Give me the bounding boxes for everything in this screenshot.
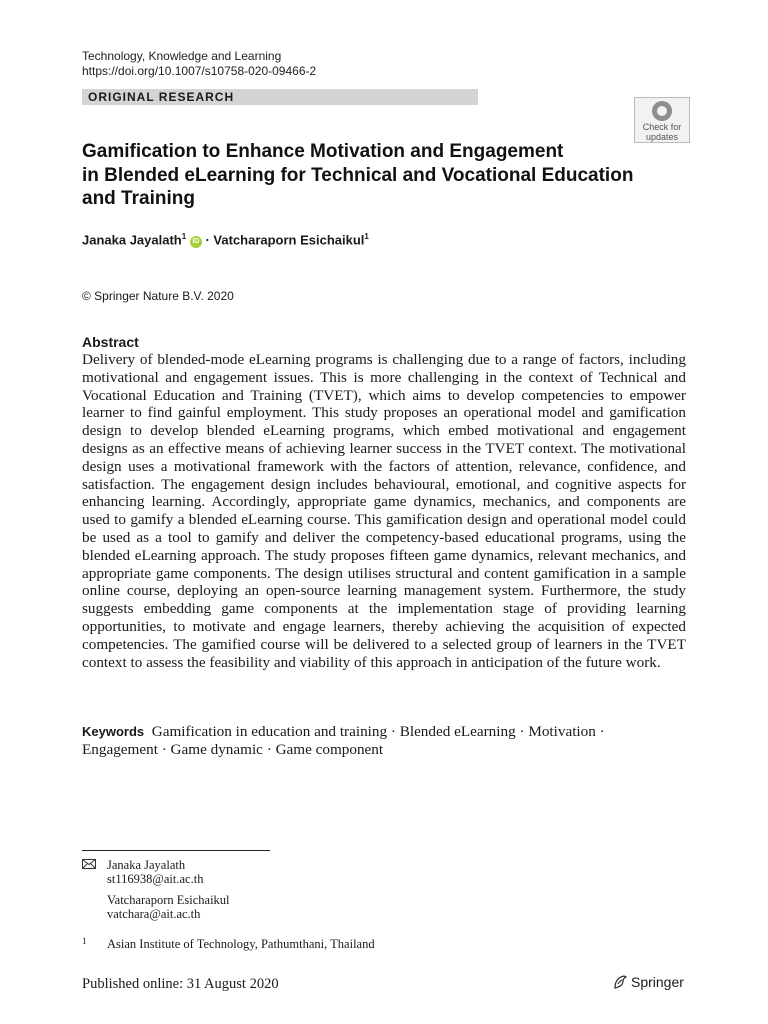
author-name[interactable]: Janaka Jayalath (82, 232, 182, 248)
article-category-bar (82, 89, 478, 105)
author-email[interactable]: st116938@ait.ac.th (107, 872, 204, 886)
springer-horse-icon (612, 974, 628, 990)
check-badge-line1: Check for (642, 122, 682, 132)
published-date: Published online: 31 August 2020 (82, 976, 279, 992)
keywords-line: Engagement · Game dynamic · Game component (82, 741, 384, 758)
envelope-icon (82, 859, 96, 869)
check-badge-line2: updates (645, 132, 679, 142)
crossmark-icon (652, 101, 672, 121)
footnote-author-name: Vatcharaporn Esichaikul (107, 893, 230, 907)
publisher-name: Springer (631, 974, 684, 990)
abstract-heading: Abstract (82, 334, 139, 350)
title-line: in Blended eLearning for Technical and Vocational Education (82, 164, 634, 186)
author-name[interactable]: Vatcharaporn Esichaikul (213, 232, 365, 248)
check-for-updates-badge[interactable] (634, 97, 690, 143)
title-line: and Training (82, 188, 195, 209)
title-line: Gamification to Enhance Motivation and Engagement (82, 141, 564, 162)
journal-name: Technology, Knowledge and Learning (82, 49, 282, 63)
keywords-line: Gamification in education and training · Blended eLearning · Motivation · (151, 723, 605, 740)
author-list (82, 232, 369, 248)
footnote-divider (82, 850, 270, 851)
abstract-text: Delivery of blended-mode eLearning programs is challenging due to a range of factors, including motivational and engagement issues. This is more challenging in the context of Technical and Vocational Education and Training (TVET), which aims to develop competencies to empower learner to find gainful employment. This study proposes an operational model and gamification design to develop blended eLearning programs, which embed motivational and engagement designs as an effective means of achieving learner success in the TVET context. The motivational design uses a motivational framework with the factors of attention, relevance, confidence, and satisfaction. The engagement design includes behavioural, emotional, and cognitive aspects for enhancing learning. Accordingly, appropriate game dynamics, mechanics, and components are used to gamify a blended eLearning course. This gamification design and operational model could be used as a tool to gamify and deliver the competency-based educational programs, using the blended eLearning approach. The study proposes fifteen game dynamics, relevant mechanics, and appropriate game components. The design utilises structural and content gamification in a sample online course, deploying an open-source learning management system. Furthermore, the study suggests embedding game components at the implementation stage of providing learning opportunities, to motivate and engage learners, thereby achieving the acquisition of expected competencies. The gamified course will be delivered to a selected group of learners in the TVET context to assess the feasibility and viability of this approach in anticipation of the future work. (82, 351, 686, 671)
journal-header (82, 49, 316, 79)
author-email[interactable]: vatchara@ait.ac.th (107, 907, 201, 921)
article-category: ORIGINAL RESEARCH (88, 90, 235, 104)
footnote-author-name: Janaka Jayalath (107, 858, 186, 872)
affiliation-sup: 1 (181, 232, 187, 241)
affiliation-sup: 1 (364, 232, 369, 241)
corresponding-author-block (107, 858, 203, 886)
author-separator: · (205, 232, 210, 248)
affiliation-number: 1 (82, 936, 87, 946)
coauthor-block (107, 893, 230, 921)
copyright-notice: © Springer Nature B.V. 2020 (82, 289, 234, 303)
orcid-icon[interactable]: iD (190, 236, 202, 248)
affiliation-text: Asian Institute of Technology, Pathumthani, Thailand (107, 937, 375, 951)
keywords-section (82, 723, 686, 759)
keywords-label: Keywords (82, 724, 145, 739)
doi-link[interactable]: https://doi.org/10.1007/s10758-020-09466-2 (82, 64, 317, 78)
publisher-logo[interactable] (612, 974, 684, 990)
paper-title (82, 140, 642, 211)
